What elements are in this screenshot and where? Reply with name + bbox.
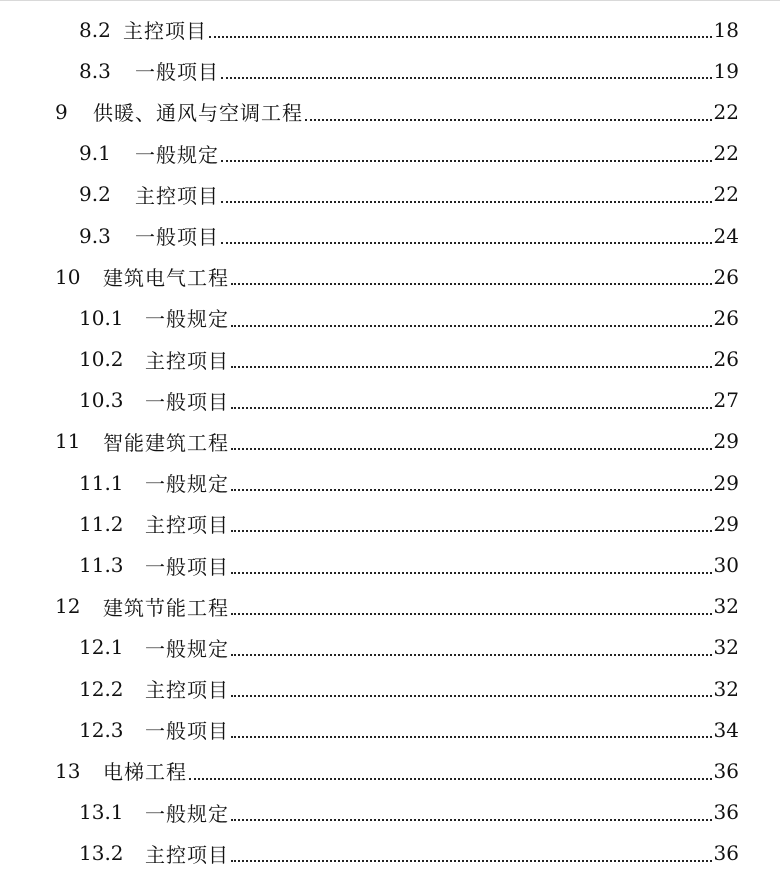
- toc-entry-title: 主控项目: [135, 183, 219, 208]
- page-top-edge: [0, 0, 780, 1]
- toc-entry-number: 13.1: [79, 800, 124, 825]
- toc-dot-leader: [231, 366, 712, 368]
- toc-dot-leader: [231, 572, 712, 574]
- toc-entry-page: 32: [713, 635, 739, 660]
- toc-entry-page: 27: [713, 388, 739, 413]
- toc-entry-10-3[interactable]: [0, 380, 780, 421]
- toc-dot-leader: [221, 242, 712, 244]
- toc-entry-number: 9.2: [79, 182, 111, 207]
- toc-entry-11-1[interactable]: [0, 462, 780, 503]
- toc-dot-leader: [231, 530, 712, 532]
- toc-entry-9[interactable]: [0, 91, 780, 132]
- toc-entry-11-2[interactable]: [0, 503, 780, 544]
- toc-entry-number: 12: [55, 594, 81, 619]
- toc-dot-leader: [231, 695, 712, 697]
- toc-entry-title: 建筑节能工程: [103, 595, 229, 620]
- toc-entry-title: 一般规定: [145, 472, 229, 497]
- toc-entry-number: 12.1: [79, 635, 124, 660]
- toc-entry-12-1[interactable]: [0, 627, 780, 668]
- toc-entry-number: 10.3: [79, 388, 124, 413]
- toc-entry-page: 22: [713, 99, 739, 124]
- toc-entry-page: 32: [713, 676, 739, 701]
- toc-entry-12[interactable]: [0, 586, 780, 627]
- toc-entry-13[interactable]: [0, 750, 780, 791]
- toc-entry-page: 19: [713, 58, 739, 83]
- toc-entry-page: 29: [713, 511, 739, 536]
- toc-entry-number: 11.1: [79, 470, 124, 495]
- toc-entry-page: 36: [713, 758, 739, 783]
- toc-entry-number: 11.3: [79, 553, 124, 578]
- toc-dot-leader: [231, 325, 712, 327]
- toc-entry-title: 一般项目: [145, 389, 229, 414]
- toc-entry-8-3[interactable]: [0, 50, 780, 91]
- toc-entry-page: 26: [713, 347, 739, 372]
- toc-entry-number: 10.2: [79, 347, 124, 372]
- toc-dot-leader: [231, 860, 712, 862]
- toc-entry-number: 10: [55, 264, 81, 289]
- toc-dot-leader: [221, 160, 712, 162]
- toc-entry-page: 22: [713, 141, 739, 166]
- toc-entry-10-2[interactable]: [0, 339, 780, 380]
- toc-dot-leader: [189, 778, 712, 780]
- toc-entry-number: 13.2: [79, 841, 124, 866]
- toc-entry-page: 29: [713, 470, 739, 495]
- table-of-contents: [0, 9, 780, 874]
- toc-entry-page: 24: [713, 223, 739, 248]
- toc-entry-number: 12.2: [79, 676, 124, 701]
- toc-dot-leader: [231, 613, 712, 615]
- toc-dot-leader: [231, 736, 712, 738]
- toc-entry-title: 主控项目: [123, 19, 207, 44]
- toc-entry-title: 主控项目: [145, 513, 229, 538]
- toc-dot-leader: [231, 448, 712, 450]
- toc-entry-10-1[interactable]: [0, 297, 780, 338]
- toc-entry-number: 12.3: [79, 717, 124, 742]
- toc-entry-page: 29: [713, 429, 739, 454]
- toc-entry-9-2[interactable]: [0, 174, 780, 215]
- toc-entry-title: 电梯工程: [103, 760, 187, 785]
- toc-entry-title: 供暖、通风与空调工程: [93, 101, 303, 126]
- toc-dot-leader: [231, 283, 712, 285]
- toc-entry-10[interactable]: [0, 256, 780, 297]
- toc-entry-number: 8.2: [79, 17, 111, 42]
- toc-entry-page: 36: [713, 800, 739, 825]
- toc-dot-leader: [231, 654, 712, 656]
- toc-entry-8-2[interactable]: [0, 9, 780, 50]
- toc-dot-leader: [305, 119, 712, 121]
- toc-entry-page: 22: [713, 182, 739, 207]
- toc-entry-13-1[interactable]: [0, 792, 780, 833]
- toc-dot-leader: [221, 77, 712, 79]
- toc-entry-page: 18: [713, 17, 739, 42]
- toc-entry-number: 9.1: [79, 141, 111, 166]
- toc-entry-title: 一般项目: [135, 225, 219, 250]
- toc-dot-leader: [221, 201, 712, 203]
- toc-entry-9-1[interactable]: [0, 133, 780, 174]
- toc-entry-number: 11.2: [79, 511, 124, 536]
- toc-entry-11[interactable]: [0, 421, 780, 462]
- toc-dot-leader: [231, 819, 712, 821]
- toc-entry-title: 一般项目: [145, 719, 229, 744]
- toc-entry-page: 26: [713, 264, 739, 289]
- toc-entry-13-2[interactable]: [0, 833, 780, 874]
- toc-entry-title: 建筑电气工程: [103, 266, 229, 291]
- toc-entry-number: 8.3: [79, 58, 111, 83]
- toc-entry-title: 一般项目: [145, 554, 229, 579]
- toc-entry-title: 一般规定: [135, 142, 219, 167]
- toc-entry-number: 9: [55, 99, 68, 124]
- toc-entry-title: 主控项目: [145, 678, 229, 703]
- toc-entry-12-2[interactable]: [0, 668, 780, 709]
- toc-dot-leader: [231, 407, 712, 409]
- toc-entry-9-3[interactable]: [0, 215, 780, 256]
- toc-entry-title: 智能建筑工程: [103, 430, 229, 455]
- toc-entry-title: 主控项目: [145, 842, 229, 867]
- toc-entry-11-3[interactable]: [0, 544, 780, 585]
- toc-entry-page: 30: [713, 553, 739, 578]
- toc-entry-12-3[interactable]: [0, 709, 780, 750]
- toc-entry-title: 一般规定: [145, 307, 229, 332]
- toc-entry-title: 一般规定: [145, 801, 229, 826]
- toc-entry-number: 13: [55, 758, 81, 783]
- toc-entry-page: 34: [713, 717, 739, 742]
- toc-entry-page: 36: [713, 841, 739, 866]
- toc-entry-number: 10.1: [79, 305, 124, 330]
- toc-entry-title: 一般项目: [135, 60, 219, 85]
- toc-dot-leader: [231, 489, 712, 491]
- toc-entry-page: 26: [713, 305, 739, 330]
- toc-entry-number: 9.3: [79, 223, 111, 248]
- toc-entry-title: 主控项目: [145, 348, 229, 373]
- toc-entry-number: 11: [55, 429, 81, 454]
- toc-dot-leader: [209, 36, 712, 38]
- toc-entry-title: 一般规定: [145, 636, 229, 661]
- toc-entry-page: 32: [713, 594, 739, 619]
